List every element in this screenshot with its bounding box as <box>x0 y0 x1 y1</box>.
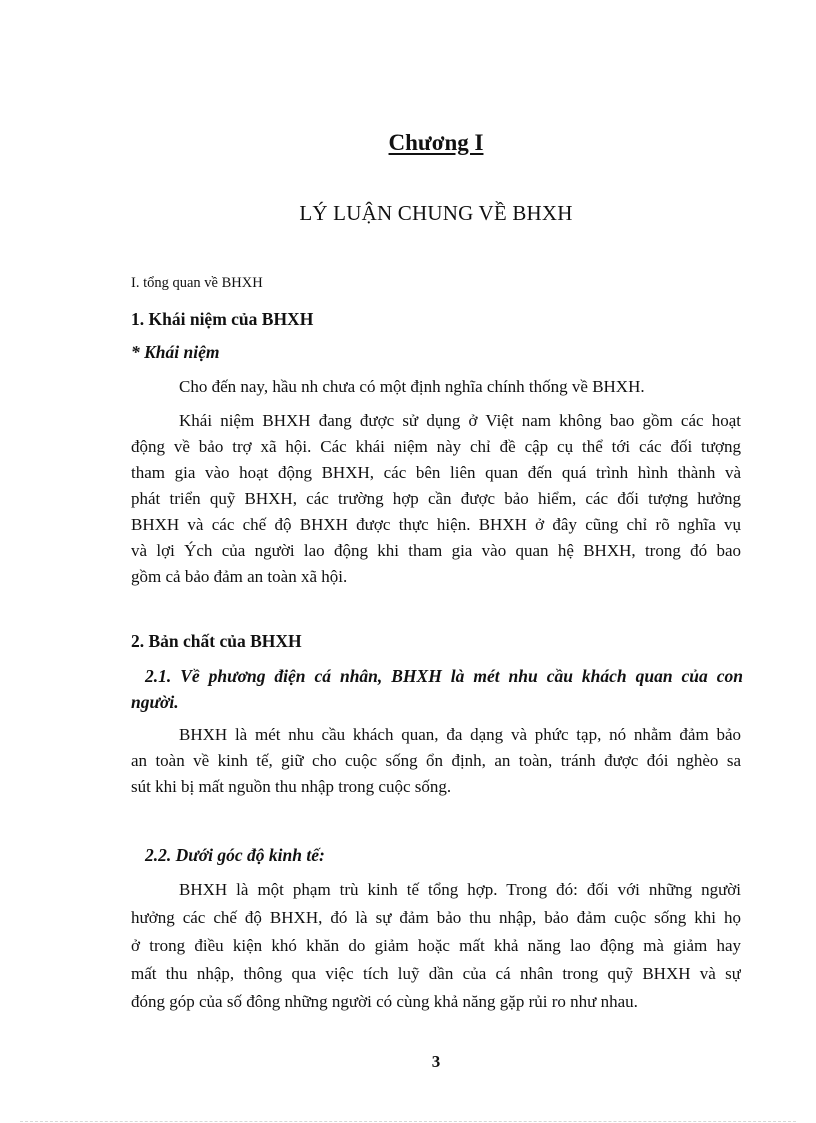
paragraph-line: và lợi Ých của người lao động khi tham gia vào quan hệ BHXH, trong đó bao <box>131 541 741 560</box>
paragraph-concept <box>131 408 741 590</box>
subheading-individual <box>131 663 743 715</box>
paragraph-economic <box>131 876 741 1016</box>
subheading-line: 2.1. Về phương điện cá nhân, BHXH là mét nhu cầu khách quan của con <box>145 666 743 686</box>
subheading-economic: 2.2. Dưới góc độ kinh tế: <box>145 845 325 865</box>
paragraph-line: mất thu nhập, thông qua việc tích luỹ dần của cá nhân trong quỹ BHXH và sự <box>131 964 741 983</box>
paragraph-line: BHXH và các chế độ BHXH được thực hiện. BHXH ở đây cũng chỉ rõ nghĩa vụ <box>131 515 741 534</box>
paragraph-intro <box>131 374 741 400</box>
paragraph-line: BHXH là mét nhu cầu khách quan, đa dạng và phức tạp, nó nhằm đảm bảo <box>179 725 741 744</box>
paragraph-line: sút khi bị mất nguồn thu nhập trong cuộc sống. <box>131 777 452 796</box>
paragraph-line: đóng góp của số đông những người có cùng khả năng gặp rủi ro như nhau. <box>131 992 638 1011</box>
paragraph-line: ở trong điều kiện khó khăn do giảm hoặc mất khả năng lao động mà giảm hay <box>131 936 741 955</box>
subheading-line: người. <box>131 692 179 712</box>
paragraph-line: an toàn về kinh tế, giữ cho cuộc sống ổn định, an toàn, tránh được đói nghèo sa <box>131 751 741 770</box>
paragraph-line: Cho đến nay, hầu nh chưa có một định nghĩa chính thống về BHXH. <box>179 377 645 396</box>
paragraph-line: hưởng các chế độ BHXH, đó là sự đảm bảo thu nhập, bảo đảm cuộc sống khi họ <box>131 908 741 927</box>
subheading-concept: * Khái niệm <box>131 342 220 362</box>
chapter-title: LÝ LUẬN CHUNG VỀ BHXH <box>299 201 573 225</box>
section-label: I. tổng quan về BHXH <box>131 275 263 291</box>
paragraph-line: phát triển quỹ BHXH, các trường hợp cần được bảo hiểm, các đối tượng hưởng <box>131 489 741 508</box>
page-number: 3 <box>431 1052 441 1071</box>
paragraph-individual <box>131 722 741 800</box>
paragraph-line: BHXH là một phạm trù kinh tế tổng hợp. Trong đó: đối với những người <box>179 880 741 899</box>
paragraph-line: Khái niệm BHXH đang được sử dụng ở Việt nam không bao gồm các hoạt <box>179 411 741 430</box>
chapter-heading: Chương I <box>388 130 484 155</box>
page-bottom-divider <box>20 1121 796 1122</box>
paragraph-line: gồm cả bảo đảm an toàn xã hội. <box>131 567 348 586</box>
heading-nature: 2. Bản chất của BHXH <box>131 631 302 651</box>
paragraph-line: động về bảo trợ xã hội. Các khái niệm này chỉ đề cập cụ thể tới các đối tượng <box>131 437 741 456</box>
heading-concept: 1. Khái niệm của BHXH <box>131 309 314 329</box>
paragraph-line: tham gia vào hoạt động BHXH, các bên liên quan đến quá trình hình thành và <box>131 463 741 482</box>
